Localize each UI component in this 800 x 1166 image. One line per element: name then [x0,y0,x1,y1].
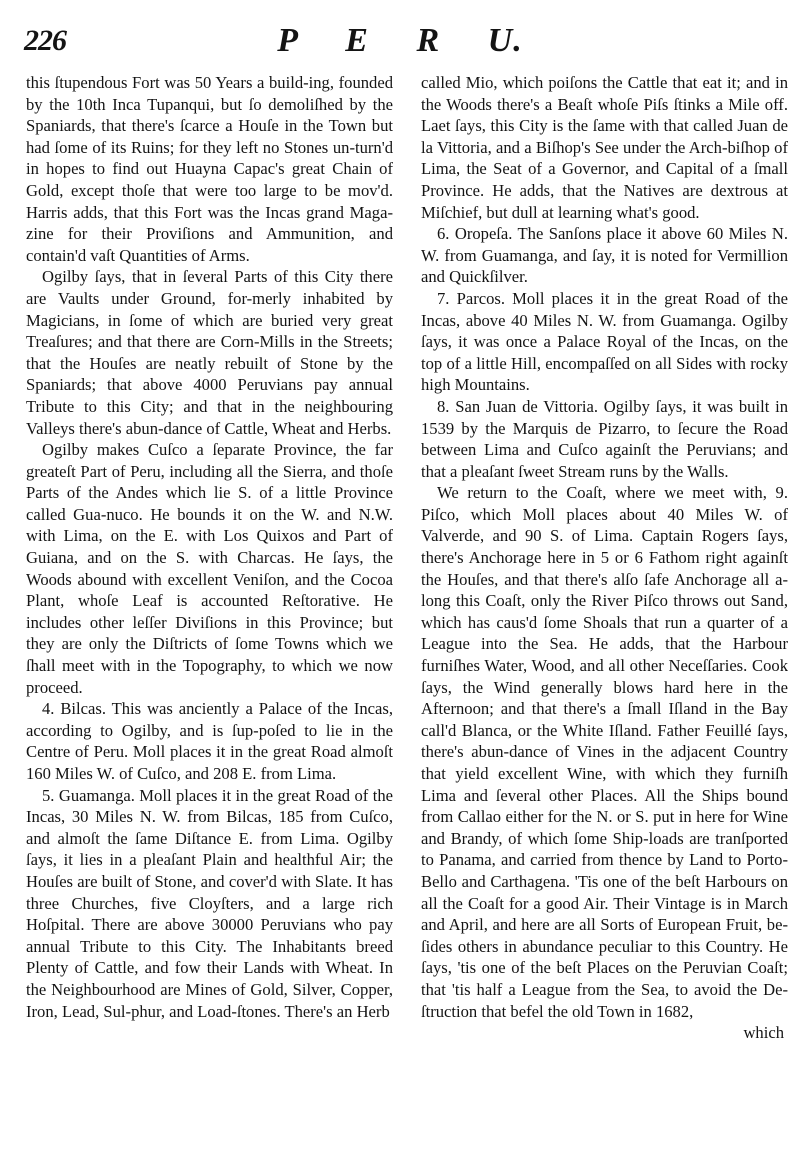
paragraph: this ſtupendous Fort was 50 Years a build-ing, founded by the 10th Inca Tupanqui, but ſo demoliſhed by the Spaniards, that there's ſcarce a Houſe in the Town but had ſome of its Ruins; for they left no Stones un-turn'd in hopes to find out Huayna Capac's great Chain of Gold, except thoſe that were too large to be mov'd. Harris adds, that this Fort was the Incas grand Maga-zine for their Proviſions and Ammunition, and contain'd vaſt Quantities of Arms. [26,73,393,265]
running-title: P E R U. [277,22,523,59]
text-columns [26,72,788,1166]
paragraph: called Mio, which poiſons the Cattle that eat it; and in the Woods there's a Beaſt whoſe Piſs ſtinks a Mile off. Laet ſays, this City is the ſame with that called Juan de la Vittoria, and a Biſhop's See under the Arch-biſhop of Lima, the Seat of a Governor, and Capital of a ſmall Province. He adds, that the Natives are dextrous at Miſchief, but dull at learning what's good. [421,73,788,222]
paragraph: 4. Bilcas. This was anciently a Palace of the Incas, according to Ogilby, and is ſup-poſed to lie in the Centre of Peru. Moll places it in the great Road almoſt 160 Miles W. of Cuſco, and 208 E. from Lima. [26,699,393,783]
page-number: 226 [24,24,66,57]
catchword: which [743,1023,784,1043]
page-header [0,0,800,72]
paragraph: 8. San Juan de Vittoria. Ogilby ſays, it was built in 1539 by the Marquis de Pizarro, to ſecure the Road between Lima and Cuſco againſt the Peruvians; and that a pleaſant ſweet Stream runs by the Walls. [421,396,788,481]
paragraph: Ogilby makes Cuſco a ſeparate Province, the far greateſt Part of Peru, including all the Sierra, and thoſe Parts of the Andes which lie S. of a little Province called Gua-nuco. He bounds it on the W. and N.W. with Lima, on the E. with Los Quixos and Part of Guiana, and on the S. with Charcas. He ſays, the Woods abound with excellent Veniſon, and the Cocoa Plant, whoſe Leaf is accounted Reſtorative. He includes other leſſer Diviſions in this Province; but they are only the Diſtricts of ſome Towns which we ſhall meet with in the Topography, to which we now proceed. [26,440,393,697]
paragraph: 7. Parcos. Moll places it in the great Road of the Incas, above 40 Miles N. W. from Guamanga. Ogilby ſays, it was once a Palace Royal of the Incas, on the top of a little Hill, encompaſſed on all Sides with rocky high Mountains. [421,288,788,395]
paragraph: We return to the Coaſt, where we meet with, 9. Piſco, which Moll places about 40 Miles W. of Valverde, and 90 S. of Lima. Captain Rogers ſays, there's Anchorage here in 5 or 6 Fathom right againſt the Houſes, and that there's alſo ſafe Anchorage all a-long this Coaſt, only the River Piſco throws out Sand, which has caus'd ſome Shoals that run a quarter of a League into the Sea. He adds, that the Harbour furniſhes Water, Wood, and all other Neceſſaries. Cook ſays, the Wind generally blows hard here in the Afternoon; and that there's a ſmall Iſland in the Bay call'd Blanca, or the White Iſland. Father Feuillé ſays, there's abun-dance of Vines in the adjacent Country that yield excellent Wine, with which they furniſh Lima and ſeveral other Places. All the Ships bound from Callao either for the N. or S. put in here for Wine and Brandy, of which ſome Ship-loads are tranſported to Panama, and carried from thence by Land to Porto-Bello and Carthagena. 'Tis one of the beſt Harbours on all the Coaſt for a good Air. Their Vintage is in March and April, and here are all Sorts of European Fruit, be-ſides others in abundance peculiar to this Country. He ſays, 'tis one of the beſt Places on the Peruvian Coaſt; that 'tis half a League from the Sea, to avoid the De-ſtruction that befel the old Town in 1682, [421,483,788,1021]
paragraph: Ogilby ſays, that in ſeveral Parts of this City there are Vaults under Ground, for-merly inhabited by Magicians, in ſome of which are buried very great Treaſures; and that there are Corn-Mills in the Streets; that the Houſes are neatly rebuilt of Stone by the Spaniards; that above 4000 Peruvians pay annual Tribute to this City; and that in the neighbouring Valleys there's abun-dance of Cattle, Wheat and Herbs. [26,267,393,438]
left-column [26,72,393,1166]
paragraph: 5. Guamanga. Moll places it in the great Road of the Incas, 30 Miles N. W. from Bilcas, 185 from Cuſco, and almoſt the ſame Diſtance E. from Lima. Ogilby ſays, it lies in a pleaſant Plain and healthful Air; the Houſes are built of Stone, and cover'd with Slate. It has three Churches, five Cloyſters, and a large rich Hoſpital. There are above 30000 Peruvians who pay annual Tribute to this City. The Inhabitants breed Plenty of Cattle, and fow their Lands with Wheat. In the Neighbourhood are Mines of Gold, Silver, Copper, Iron, Lead, Sul-phur, and Load-ſtones. There's an Herb [26,785,393,1021]
paragraph: 6. Oropeſa. The Sanſons place it above 60 Miles N. W. from Guamanga, and ſay, it is noted for Vermillion and Quickſilver. [421,224,788,287]
right-column [421,72,788,1166]
